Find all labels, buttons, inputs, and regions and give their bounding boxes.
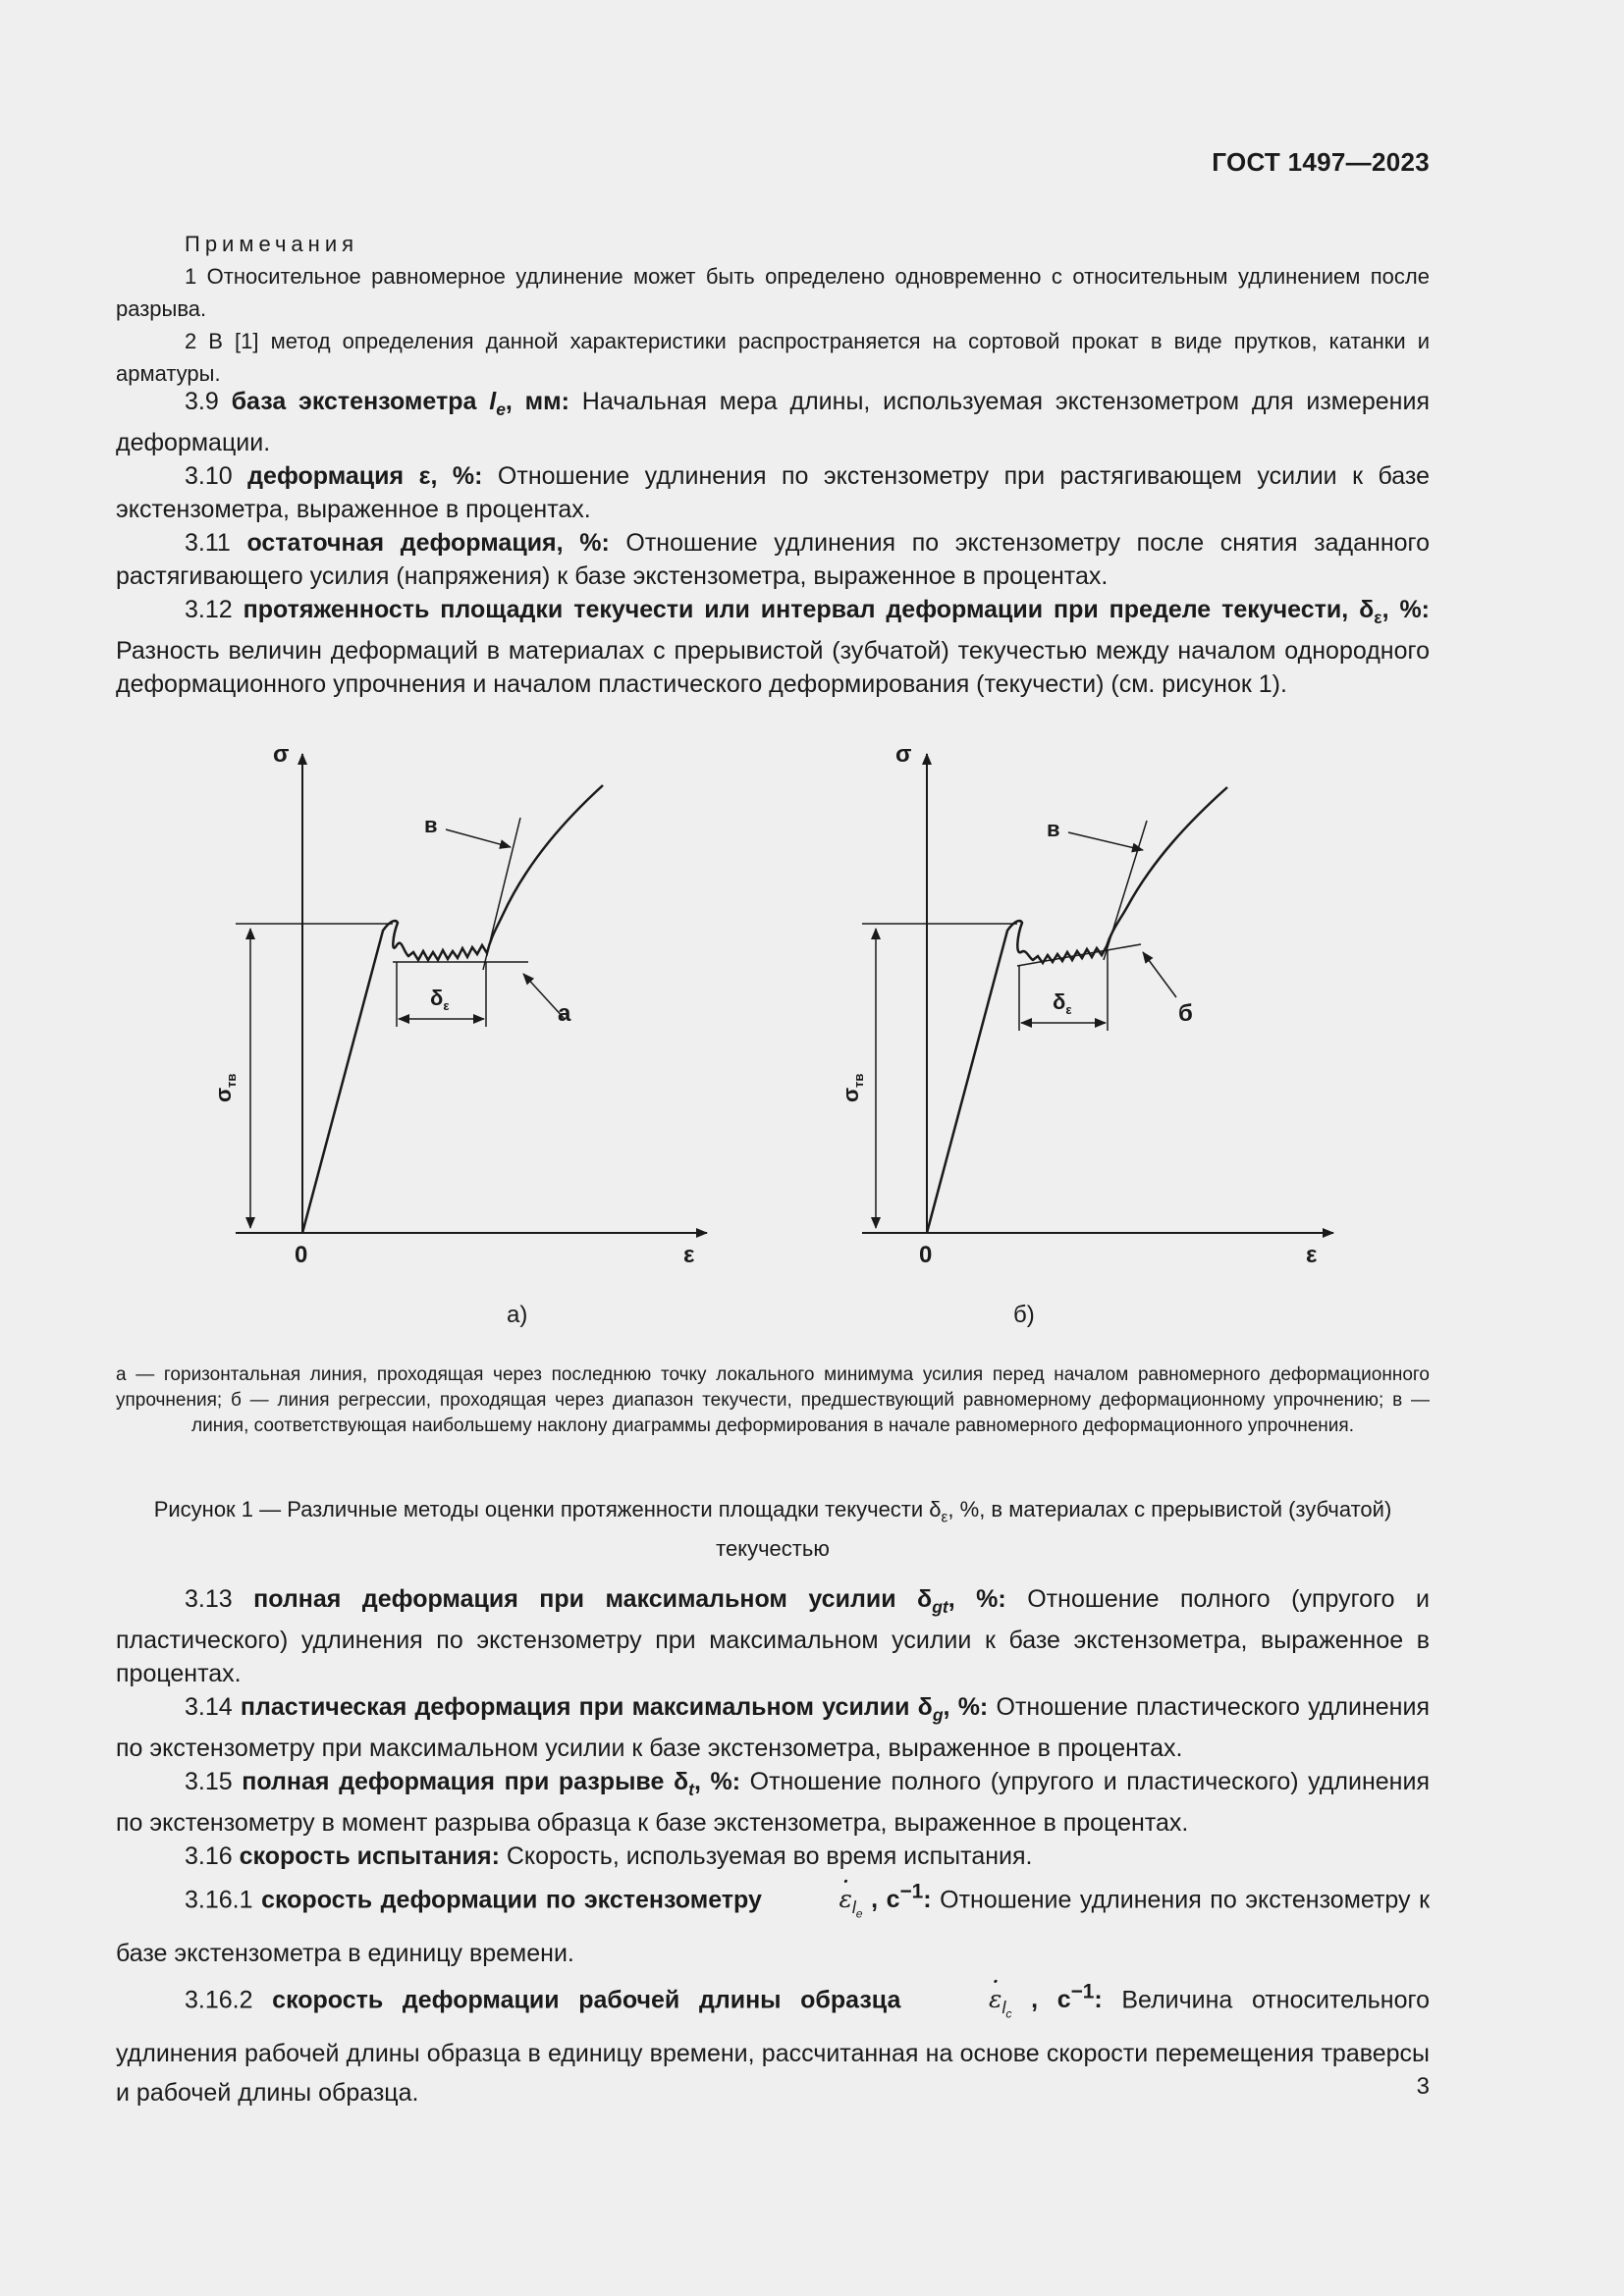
label-sigma-tv-a: $\sigma_{тв}$ <box>211 1073 239 1102</box>
definition-3-11: 3.11 остаточная деформация, %: Отношение удлинения по экстензометру после снятия заданного растягивающего усилия (напряжения) к базе экстензометра, выраженное в процентах. <box>116 529 1430 590</box>
note-2: 2 В [1] метод определения данной характеристики распространяется на сортовой прокат в виде прутков, катанки и арматуры. <box>116 329 1430 386</box>
definition-3-9: 3.9 база экстензометра $l_e$, мм: Начальная мера длины, используемая экстензометром для измерения деформации. <box>116 388 1430 456</box>
label-delta-a: $\delta_\varepsilon$ <box>430 986 450 1013</box>
definition-3-16-2: 3.16.2 скорость деформации рабочей длины образца · $\varepsilon_{l_c}$ , $с^{-1}$: Величина относительного удлинения рабочей длины образца в единицу времени, рассчитанная на основе скорости перемещения траверсы и рабочей длины образца. <box>116 1973 1430 2112</box>
definition-3-16: 3.16 скорость испытания: Скорость, используемая во время испытания. <box>185 1842 1033 1870</box>
figure-caption: Рисунок 1 — Различные методы оценки протяженности площадки текучести $\delta_\varepsilon$, %, в материалах с прерывистой (зубчатой) текучестью <box>153 1497 1392 1562</box>
definition-3-12: 3.12 протяженность площадки текучести или интервал деформации при пределе текучести, $\delta_\varepsilon$, %: Разность величин деформаций в материалах с прерывистой (зубчатой) текучестью между началом однородного деформационного упрочнения и началом пластического деформирования (текучести) (см. рисунок 1). <box>116 596 1431 698</box>
label-delta-b: $\delta_\varepsilon$ <box>1053 989 1072 1017</box>
figure-legend: а — горизонтальная линия, проходящая через последнюю точку локального минимума усилия перед началом равномерного деформационного упрочнения; б — линия регрессии, проходящая через диапазон текучести, предшествующий равномерному деформационному упрочнению; в — линия, соответствующая наибольшему наклону диаграммы деформирования в начале равномерного деформационного упрочнения. <box>116 1364 1430 1436</box>
label-sigma-a: σ <box>273 741 290 768</box>
subfigure-label-a: а) <box>507 1302 528 1328</box>
diagram-b <box>862 754 1333 1233</box>
label-a: а <box>558 1000 571 1027</box>
label-zero-a: 0 <box>295 1242 308 1268</box>
pointer-b <box>1143 952 1176 997</box>
label-eps-b: ε <box>1306 1242 1318 1268</box>
page-number: 3 <box>1416 2073 1430 2100</box>
definition-3-16-1: 3.16.1 скорость деформации по экстензометру · $\varepsilon_{l_e}$ , $с^{-1}$: Отношение удлинения по экстензометру к базе экстензометра в единицу времени. <box>116 1873 1430 1973</box>
label-v-b: в <box>1047 817 1060 841</box>
subfigure-label-b: б) <box>1013 1302 1035 1328</box>
definition-3-13: 3.13 полная деформация при максимальном усилии $\delta_{gt}$, %: Отношение полного (упругого и пластического) удлинения по экстензометру при максимальном усилии к базе экстензометра, выраженное в процентах. <box>116 1585 1431 1687</box>
figure-1-diagrams <box>196 734 1394 1294</box>
label-sigma-b: σ <box>895 741 912 768</box>
pointer-v-b <box>1068 832 1143 850</box>
label-zero-b: 0 <box>919 1242 933 1268</box>
label-b: б <box>1178 1000 1193 1027</box>
note-1: 1 Относительное равномерное удлинение может быть определено одновременно с относительным удлинением после разрыва. <box>116 264 1430 321</box>
diagram-a <box>236 754 707 1233</box>
pointer-v-a <box>446 829 511 847</box>
notes-block <box>116 228 1430 390</box>
definition-3-14: 3.14 пластическая деформация при максимальном усилии $\delta_g$, %: Отношение пластического удлинения по экстензометру при максимальном усилии к базе экстензометра, выраженное в процентах. <box>116 1693 1430 1762</box>
max-slope-line-v-b <box>1104 821 1147 960</box>
label-eps-a: ε <box>683 1242 695 1268</box>
definition-3-15: 3.15 полная деформация при разрыве $\delta_t$, %: Отношение полного (упругого и пластического) удлинения по экстензометру в момент разрыва образца к базе экстензометра, выраженное в процентах. <box>116 1768 1430 1837</box>
standard-header: ГОСТ 1497—2023 <box>1212 147 1430 177</box>
label-sigma-tv-b: $\sigma_{тв}$ <box>839 1073 866 1102</box>
definitions-bottom <box>116 1582 1430 2112</box>
regression-line-b <box>1017 944 1141 966</box>
notes-title: Примечания <box>185 232 359 256</box>
definitions-top <box>116 385 1430 701</box>
definition-3-10: 3.10 деформация ε, %: Отношение удлинения по экстензометру при растягивающем усилии к базе экстензометра, выраженное в процентах. <box>116 462 1430 523</box>
label-v-a: в <box>424 813 438 837</box>
